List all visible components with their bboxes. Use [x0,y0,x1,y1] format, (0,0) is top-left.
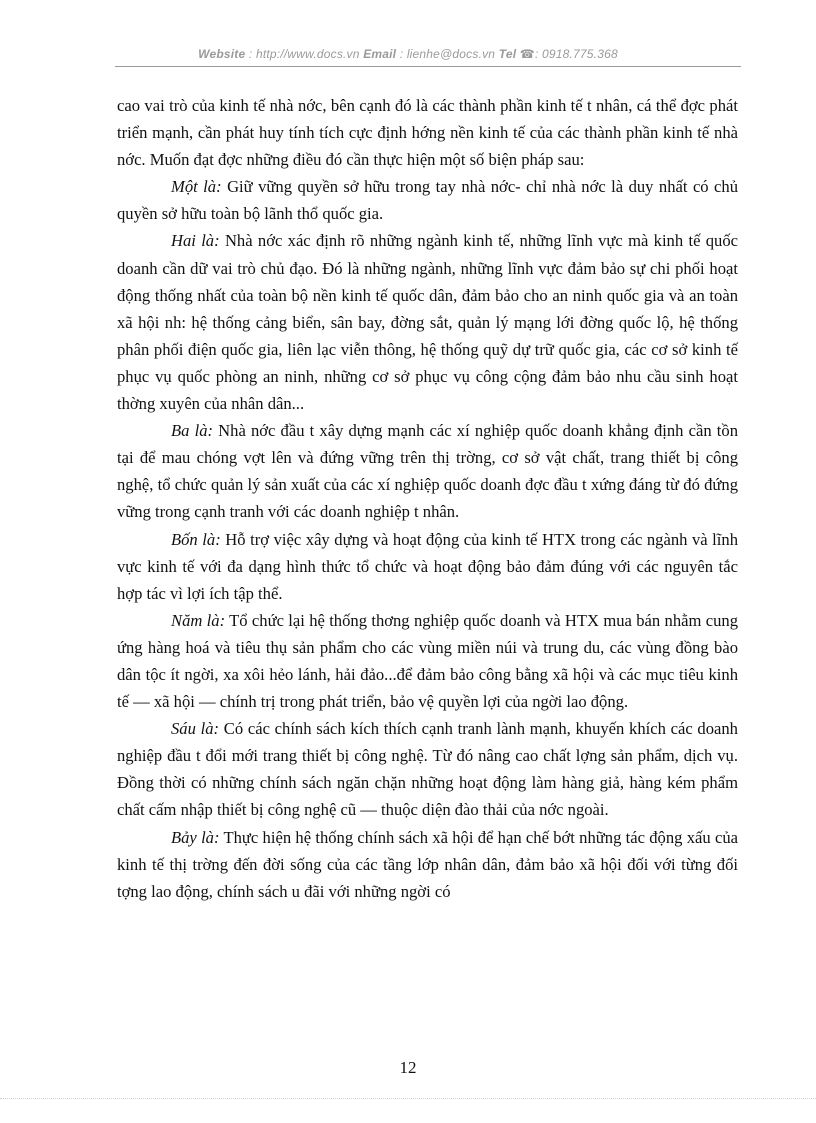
paragraph-text: Có các chính sách kích thích cạnh tranh lành mạnh, khuyến khích các doanh nghiệp đầu t đổi mới trang thiết bị công nghệ. Từ đó nâng cao chất lợng sản phẩm, dịch vụ. Đồng thời có những chính sách ngăn chặn những hoạt động làm hàng giả, hàng kém phẩm chất cấm nhập thiết bị công nghệ cũ — thuộc diện đào thải của nớc ngoài. [117,719,738,820]
paragraph-text: Hỗ trợ việc xây dựng và hoạt động của kinh tế HTX trong các ngành và lĩnh vực kinh tế với đa dạng hình thức tổ chức và hoạt động bảo đảm đúng với các nguyên tắc hợp tác vì lợi ích tập thể. [117,529,738,603]
paragraph-bon-la [117,526,738,607]
paragraph-lead: Bảy là: [171,827,220,847]
email-label: Email [363,47,397,61]
paragraph-lead: Một là: [171,177,222,197]
document-body [117,92,738,905]
paragraph-text: Nhà nớc xác định rõ những ngành kinh tế, những lĩnh vực mà kinh tế quốc doanh cần dữ vai trò chủ đạo. Đó là những ngành, những lĩnh vực đảm bảo sự chi phối hoạt động thống nhất của toàn bộ nền kinh tế quốc dân, đảm bảo cho an ninh quốc gia và an toàn xã hội nh: hệ thống cảng biển, sân bay, đờng sắt, quản lý mạng lới đờng quốc lộ, hệ thống phân phối điện quốc gia, liên lạc viễn thông, hệ thống quỹ dự trữ quốc gia, các cơ sở kinh tế phục vụ quốc phòng an ninh, những cơ sở phục vụ công cộng đảm bảo nhu cầu sinh hoạt thờng xuyên của nhân dân... [117,231,738,414]
email-value: : lienhe@docs.vn [399,47,496,61]
paragraph-intro [117,92,738,173]
paragraph-lead: Năm là: [171,610,226,630]
paragraph-lead: Ba là: [171,421,214,441]
paragraph-ba-la [117,417,738,525]
paragraph-lead: Bốn là: [171,529,221,549]
tel-value: : 0918.775.368 [534,47,618,61]
paragraph-text: Giữ vững quyền sở hữu trong tay nhà nớc- chỉ nhà nớc là duy nhất có chủ quyền sở hữu toàn bộ lãnh thổ quốc gia. [117,177,739,224]
paragraph-lead: Hai là: [171,231,220,251]
header-divider [115,66,741,67]
page-number: 12 [399,1058,417,1077]
paragraph-lead: Sáu là: [171,719,220,739]
phone-icon: ☎ [519,47,535,61]
paragraph-nam-la [117,607,738,715]
paragraph-text: Tổ chức lại hệ thống thơng nghiệp quốc doanh và HTX mua bán nhằm cung ứng hàng hoá và tiêu thụ sản phẩm cho các vùng miền núi và trung du, các vùng đồng bào dân tộc ít ngời, xa xôi hẻo lánh, hải đảo...để đảm bảo công bằng xã hội và các mục tiêu kinh tế — xã hội — chính trị trong phát triển, bảo vệ quyền lợi của ngời lao động. [117,610,738,712]
tel-label: Tel [498,47,517,61]
website-label: Website [198,47,246,61]
paragraph-sau-la [117,715,738,823]
paragraph-text: Nhà nớc đầu t xây dựng mạnh các xí nghiệp quốc doanh khẳng định cần tồn tại để mau chóng vợt lên và đứng vững trên thị trờng, cơ sở vật chất, trang thiết bị công nghệ, tổ chức quản lý sản xuất của các xí nghiệp quốc doanh đợc đầu t xứng đáng từ đó đứng vững trong cạnh tranh với các doanh nghiệp t nhân. [117,421,738,522]
page-header [0,47,816,61]
paragraph-bay-la [117,824,738,905]
paragraph-text: Thực hiện hệ thống chính sách xã hội để hạn chế bớt những tác động xấu của kinh tế thị trờng đến đời sống của các tầng lớp nhân dân, đảm bảo xã hội đối với từng đối tợng lao động, chính sách u đãi với những ngời có [117,827,738,901]
website-value: : http://www.docs.vn [248,47,360,61]
paragraph-mot-la [117,173,738,227]
paragraph-text: cao vai trò của kinh tế nhà nớc, bên cạnh đó là các thành phần kinh tế t nhân, cá thể đợc phát triển mạnh, cần phát huy tính tích cực định hớng nền kinh tế của các thành phần kinh tế nhà nớc. Muốn đạt đợc những điều đó cần thực hiện một số biện pháp sau: [117,96,738,170]
paragraph-hai-la [117,227,738,417]
page-bottom-divider [0,1098,816,1099]
